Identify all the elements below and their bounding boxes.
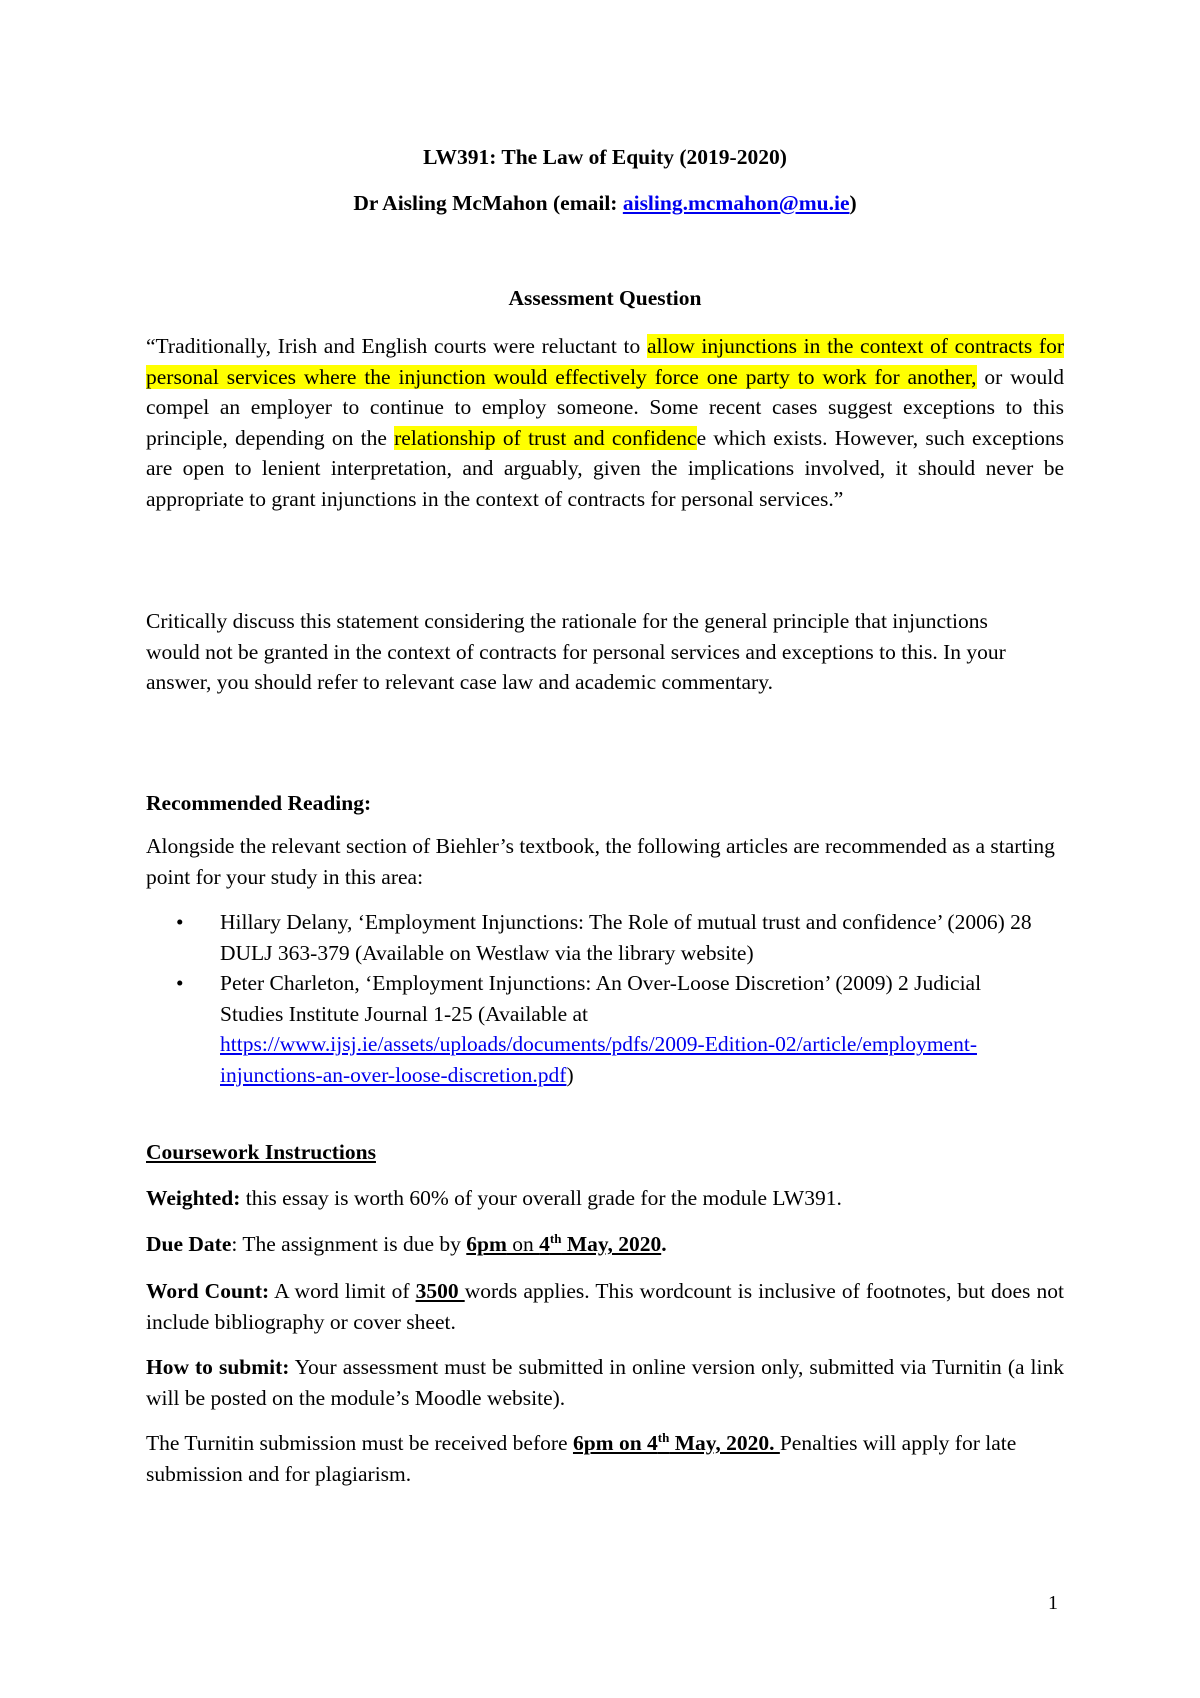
turnitin-text-1: The Turnitin submission must be received before <box>146 1431 573 1455</box>
list-item <box>176 907 1046 968</box>
due-text: : The assignment is due by <box>231 1232 467 1256</box>
reading-item-suffix: ) <box>566 1062 574 1087</box>
how-label: How to submit: <box>146 1355 290 1379</box>
quote-part-2: or would compel an employer to continue to employ someone. Some recent cases suggest exceptions to this principle, depending on the <box>146 364 1064 450</box>
reading-title: Recommended Reading: <box>146 791 372 815</box>
lecturer-suffix: ) <box>849 191 857 215</box>
wc-number: 3500 <box>415 1279 465 1303</box>
bullet-icon: • <box>176 910 184 934</box>
page-number: 1 <box>1048 1592 1058 1614</box>
turnitin-deadline-value: 6pm on 4 <box>572 1431 658 1455</box>
word-count-line <box>146 1276 1064 1337</box>
assessment-heading: Assessment Question <box>508 286 702 310</box>
due-month: May, 2020 <box>561 1232 662 1256</box>
lecturer-prefix: Dr Aisling McMahon (email: <box>353 191 623 215</box>
due-date-line <box>146 1229 1064 1260</box>
quote-part-3: e which exists. However, such exceptions are open to lenient interpretation, and arguably, given the implications involved, it should never be appropriate to grant injunctions in the context of contracts for personal services.” <box>146 425 1064 511</box>
weighted-text: this essay is worth 60% of your overall grade for the module LW391. <box>240 1186 842 1210</box>
due-day-sup: th <box>549 1230 562 1246</box>
due-label: Due Date <box>146 1232 232 1256</box>
lecturer-email-link[interactable]: aisling.mcmahon@mu.ie <box>622 191 850 215</box>
discussion-instructions: Critically discuss this statement considering the rationale for the general principle that injunctions would not be granted in the context of contracts for personal services and exceptions to this. In your answer, you should refer to relevant case law and academic commentary. <box>146 609 1006 694</box>
reading-intro: Alongside the relevant section of Biehler’s textbook, the following articles are recommended as a starting point for your study in this area: <box>146 834 1055 889</box>
assessment-quote <box>146 331 1064 514</box>
due-time-value: 6pm <box>466 1232 507 1256</box>
wc-text-1: A word limit of <box>269 1279 416 1303</box>
turnitin-sup: th <box>657 1429 670 1445</box>
reading-list <box>176 907 1046 1090</box>
article-link[interactable]: https://www.ijsj.ie/assets/uploads/documents/pdfs/2009-Edition-02/article/employment-injunctions-an-over-loose-discretion.pdf <box>220 1032 977 1087</box>
lecturer-line <box>146 191 1064 216</box>
quote-part-1: “Traditionally, Irish and English courts were reluctant to <box>146 334 647 358</box>
due-on: on <box>506 1232 540 1256</box>
reading-item-text: Hillary Delany, ‘Employment Injunctions: The Role of mutual trust and confidence’ (2006) 28 DULJ 363-379 (Available on Westlaw via the library website) <box>220 910 1032 965</box>
weighted-line <box>146 1183 1064 1214</box>
turnitin-deadline-month: May, 2020. <box>669 1431 780 1455</box>
course-title: LW391: The Law of Equity (2019-2020) <box>423 145 787 169</box>
turnitin-deadline-line <box>146 1428 1064 1489</box>
coursework-title: Coursework Instructions <box>146 1140 376 1164</box>
wc-label: Word Count: <box>146 1279 270 1303</box>
due-end: . <box>661 1232 667 1256</box>
how-text: Your assessment must be submitted in online version only, submitted via Turnitin (a link will be posted on the module’s Moodle website). <box>146 1355 1064 1410</box>
how-to-submit-line <box>146 1352 1064 1413</box>
turnitin-text-2: Penalties will apply for late submission and for plagiarism. <box>146 1431 1017 1486</box>
bullet-icon: • <box>176 971 184 995</box>
weighted-label: Weighted: <box>146 1186 241 1210</box>
quote-highlight-1: allow injunctions in the context of contracts for personal services where the injunction would effectively force one party to work for another, <box>146 334 1065 389</box>
turnitin-deadline <box>573 1431 780 1455</box>
wc-text-2: words applies. This wordcount is inclusive of footnotes, but does not include bibliography or cover sheet. <box>146 1279 1064 1334</box>
reading-item-text: Peter Charleton, ‘Employment Injunctions: An Over-Loose Discretion’ (2009) 2 Judicial Studies Institute Journal 1-25 (Available at <box>220 971 982 1026</box>
due-day: 4 <box>539 1232 550 1256</box>
quote-highlight-2: relationship of trust and confidenc <box>394 425 697 450</box>
list-item <box>176 968 1046 1090</box>
due-time <box>466 1232 661 1256</box>
